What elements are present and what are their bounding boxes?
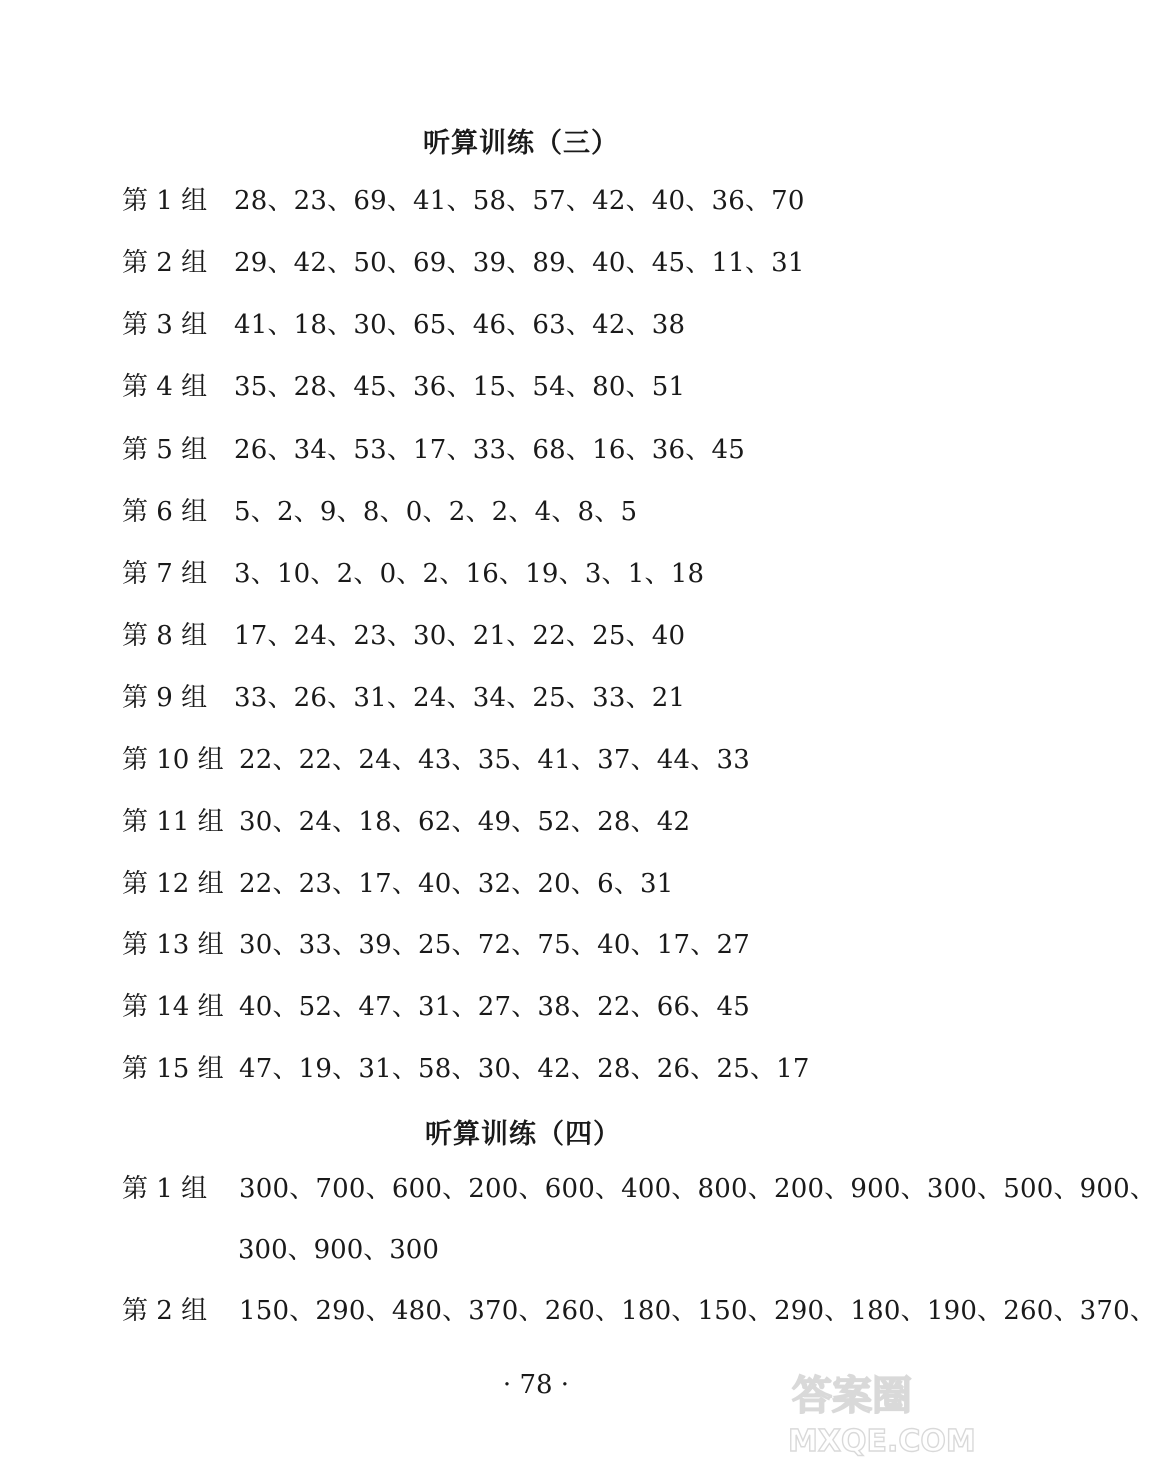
group-row	[122, 802, 690, 842]
group-row	[122, 925, 750, 965]
group-row	[122, 864, 674, 904]
group-label: 第 1 组	[122, 186, 208, 216]
group-label: 第 2 组	[122, 248, 208, 278]
group-row	[122, 554, 704, 594]
watermark-chars: 答案圈	[792, 1373, 912, 1419]
group-values: 26、34、53、17、33、68、16、36、45	[234, 435, 745, 465]
group-values: 300、700、600、200、600、400、800、200、900、300、500、900、	[239, 1174, 1156, 1204]
group-row	[122, 678, 685, 718]
group-row	[122, 181, 805, 221]
group-values: 47、19、31、58、30、42、28、26、25、17	[239, 1054, 810, 1084]
group-values: 22、23、17、40、32、20、6、31	[239, 869, 674, 899]
group-label: 第 10 组	[122, 745, 224, 775]
group-row	[122, 1169, 1156, 1209]
group-values: 3、10、2、0、2、16、19、3、1、18	[234, 559, 705, 589]
group-label: 第 14 组	[122, 992, 224, 1022]
group-values: 28、23、69、41、58、57、42、40、36、70	[234, 186, 805, 216]
group-label: 第 7 组	[122, 559, 208, 589]
group-row	[122, 616, 685, 656]
group-label: 第 15 组	[122, 1054, 224, 1084]
section-title-3: 听算训练（三）	[423, 128, 619, 159]
page-number: · 78 ·	[502, 1370, 570, 1400]
group-row	[122, 740, 750, 780]
group-values: 33、26、31、24、34、25、33、21	[234, 683, 686, 713]
section-title-4: 听算训练（四）	[425, 1119, 621, 1150]
group-row	[122, 430, 745, 470]
group-row	[122, 492, 637, 532]
group-label: 第 3 组	[122, 310, 208, 340]
group-row	[122, 243, 805, 283]
group-label: 第 11 组	[122, 807, 224, 837]
group-values: 35、28、45、36、15、54、80、51	[234, 372, 686, 402]
group-values: 5、2、9、8、0、2、2、4、8、5	[234, 497, 638, 527]
group-continuation: 300、900、300	[238, 1235, 439, 1265]
group-row	[122, 305, 685, 345]
group-label: 第 2 组	[122, 1296, 208, 1326]
group-values: 22、22、24、43、35、41、37、44、33	[239, 745, 750, 775]
watermark-text: MXQE.COM	[788, 1424, 976, 1459]
watermark-logo	[786, 1365, 986, 1461]
group-values: 30、33、39、25、72、75、40、17、27	[239, 930, 750, 960]
group-row	[122, 1291, 1156, 1331]
group-values: 29、42、50、69、39、89、40、45、11、31	[234, 248, 805, 278]
group-values: 150、290、480、370、260、180、150、290、180、190、260、370、	[239, 1296, 1156, 1326]
group-label: 第 9 组	[122, 683, 208, 713]
group-label: 第 1 组	[122, 1174, 208, 1204]
group-label: 第 4 组	[122, 372, 208, 402]
group-label: 第 8 组	[122, 621, 208, 651]
group-values: 17、24、23、30、21、22、25、40	[234, 621, 686, 651]
group-row	[122, 1049, 810, 1089]
group-row	[122, 367, 685, 407]
group-label: 第 6 组	[122, 497, 208, 527]
group-values: 30、24、18、62、49、52、28、42	[239, 807, 691, 837]
group-values: 41、18、30、65、46、63、42、38	[234, 310, 686, 340]
group-label: 第 13 组	[122, 930, 224, 960]
group-label: 第 12 组	[122, 869, 224, 899]
group-label: 第 5 组	[122, 435, 208, 465]
group-row	[122, 987, 750, 1027]
group-values: 40、52、47、31、27、38、22、66、45	[239, 992, 750, 1022]
